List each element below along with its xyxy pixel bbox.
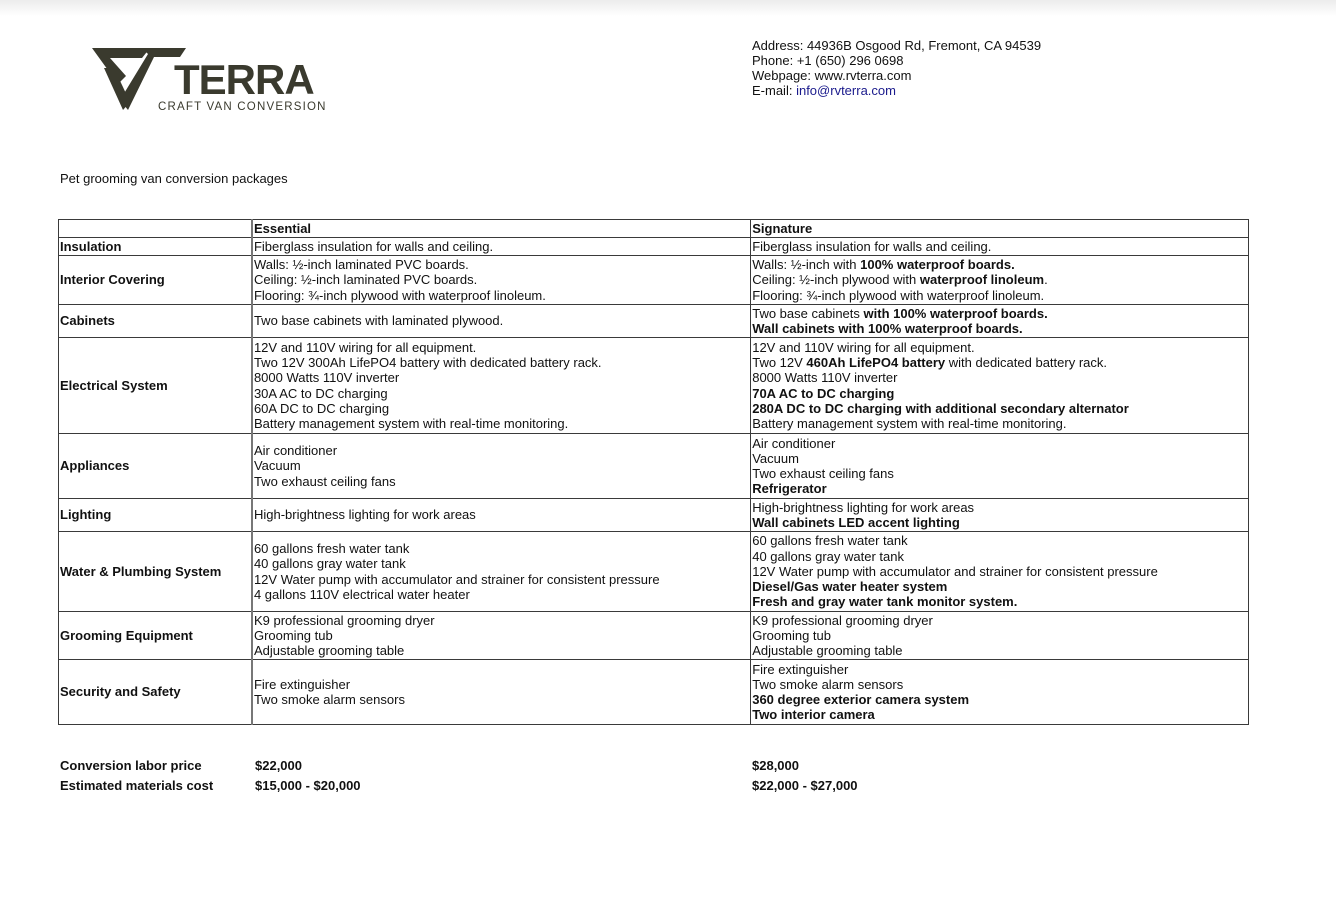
feature-line [254,386,749,401]
table-row [59,660,1249,725]
phone-line: Phone: +1 (650) 296 0698 [752,53,904,68]
top-shadow [0,0,1336,16]
feature-text: Ceiling: ½-inch plywood with [752,272,920,288]
feature-text: Two 12V [752,355,807,371]
feature-line [254,556,749,571]
feature-text: Flooring: ¾-inch plywood with waterproof linoleum. [253,287,546,303]
essential-cell [252,612,751,660]
svg-text:CRAFT VAN CONVERSION: CRAFT VAN CONVERSION [158,101,327,113]
feature-text: 12V Water pump with accumulator and strainer for consistent pressure [253,571,660,587]
essential-cell [252,499,751,532]
feature-line [752,515,1247,530]
feature-line [752,662,1247,677]
feature-line [752,340,1247,355]
feature-text-highlight: Wall cabinets with 100% waterproof boards. [752,321,1023,336]
feature-text: Fire extinguisher [253,676,351,692]
feature-line [254,677,749,692]
svg-text:TERRA: TERRA [174,56,314,103]
feature-line [254,288,749,303]
feature-line [254,416,749,431]
feature-text: Fiberglass insulation for walls and ceiling. [752,238,992,254]
feature-text: Adjustable grooming table [253,643,405,659]
phone-value: +1 (650) 296 0698 [796,53,904,68]
feature-line [752,677,1247,692]
essential-price: $22,000 [255,758,302,773]
address-value: 44936B Osgood Rd, Fremont, CA 94539 [806,38,1042,53]
feature-text: Two exhaust ceiling fans [752,466,894,481]
table-row [59,338,1249,434]
feature-text: 8000 Watts 110V inverter [752,370,898,386]
feature-text: 12V and 110V wiring for all equipment. [253,339,477,355]
feature-line [752,321,1247,336]
table-row [59,532,1249,612]
signature-cell [751,256,1249,305]
feature-line [752,416,1247,431]
feature-line [752,481,1247,496]
company-logo [90,44,340,116]
feature-text: Vacuum [253,458,301,474]
signature-cell [751,305,1249,338]
feature-text: 12V and 110V wiring for all equipment. [752,339,975,355]
table-row [59,256,1249,305]
feature-line [752,466,1247,481]
feature-line [254,458,749,473]
essential-cell [252,434,751,499]
pricing-row-labor [60,756,960,776]
feature-line [254,628,749,643]
feature-text-highlight: Refrigerator [752,481,827,497]
signature-cell [751,499,1249,532]
feature-text: Two 12V 300Ah LifePO4 battery with dedicated battery rack. [253,355,602,371]
feature-line [254,443,749,458]
essential-price: $15,000 - $20,000 [255,778,361,793]
feature-text-highlight: Diesel/Gas water heater system [752,579,948,595]
feature-line [254,257,749,272]
feature-text: High-brightness lighting for work areas [752,499,975,515]
webpage-value: www.rvterra.com [814,68,912,83]
feature-line [254,370,749,385]
feature-line [752,579,1247,594]
feature-text: . [1044,272,1048,288]
feature-text: Two smoke alarm sensors [253,692,405,707]
feature-text: Grooming tub [253,627,333,643]
row-label: Security and Safety [59,660,252,725]
feature-line [752,628,1247,643]
row-label: Grooming Equipment [59,612,252,660]
pricing-label: Conversion labor price [60,758,202,773]
feature-line [752,643,1247,658]
feature-line [254,401,749,416]
signature-cell [751,612,1249,660]
feature-line [752,370,1247,385]
feature-text: K9 professional grooming dryer [752,612,933,628]
feature-line [752,594,1247,609]
feature-text: Vacuum [752,450,799,466]
feature-text: Walls: ½-inch with [752,257,861,273]
rvterra-logo-icon [90,44,340,116]
essential-cell [252,338,751,434]
feature-text: Adjustable grooming table [752,643,903,659]
feature-text: Air conditioner [752,435,836,451]
row-label: Insulation [59,238,252,256]
feature-text: 4 gallons 110V electrical water heater [253,586,470,602]
row-label: Appliances [59,434,252,499]
table-row [59,305,1249,338]
essential-cell [252,256,751,305]
signature-cell [751,660,1249,725]
feature-text: Air conditioner [253,443,338,459]
contact-info [752,38,1041,98]
feature-text-highlight: 460Ah LifePO4 battery [806,355,946,371]
signature-cell [751,238,1249,256]
feature-text: Battery management system with real-time monitoring. [752,415,1067,431]
feature-text: K9 professional grooming dryer [253,612,435,628]
feature-text-highlight: Fresh and gray water tank monitor system. [752,594,1018,610]
essential-cell [252,532,751,612]
table-row [59,434,1249,499]
feature-text: 60A DC to DC charging [253,400,390,416]
feature-text-highlight: 280A DC to DC charging with additional secondary alternator [752,400,1129,416]
signature-cell [751,338,1249,434]
feature-text-highlight: waterproof linoleum [919,272,1045,288]
feature-text: Two base cabinets with laminated plywood. [253,313,504,329]
feature-text-highlight: 70A AC to DC charging [752,385,895,401]
feature-text: with dedicated battery rack. [945,355,1107,371]
essential-cell [252,238,751,256]
feature-text: Two exhaust ceiling fans [253,473,396,489]
feature-line [752,549,1247,564]
feature-text: 40 gallons gray water tank [752,548,904,564]
feature-text: Flooring: ¾-inch plywood with waterproof linoleum. [752,287,1045,303]
feature-line [752,692,1247,707]
feature-text-highlight: Wall cabinets LED accent lighting [752,515,960,530]
feature-text: 60 gallons fresh water tank [253,541,410,557]
feature-line [254,541,749,556]
feature-line [254,507,749,522]
feature-line [752,533,1247,548]
feature-line [752,564,1247,579]
row-label: Interior Covering [59,256,252,305]
signature-price: $22,000 - $27,000 [752,778,858,793]
essential-cell [252,660,751,725]
pricing-row-materials [60,776,960,796]
feature-text: Two smoke alarm sensors [752,676,904,692]
feature-text: 8000 Watts 110V inverter [253,370,400,386]
feature-line [254,692,749,707]
email-line: E-mail: info@rvterra.com [752,83,896,98]
header-empty [59,220,252,238]
feature-line [752,451,1247,466]
feature-text: High-brightness lighting for work areas [253,507,476,523]
feature-text-highlight: 100% waterproof boards. [860,257,1015,273]
feature-line [254,613,749,628]
feature-text: Two base cabinets [752,305,864,321]
row-label: Cabinets [59,305,252,338]
document-title: Pet grooming van conversion packages [60,171,288,186]
feature-line [752,355,1247,370]
table-row [59,612,1249,660]
feature-line [752,288,1247,303]
feature-text: Ceiling: ½-inch laminated PVC boards. [253,272,478,288]
table-header-row [59,220,1249,238]
feature-text: 60 gallons fresh water tank [752,533,908,549]
feature-line [254,355,749,370]
feature-line [254,587,749,602]
webpage-line: Webpage: www.rvterra.com [752,68,912,83]
essential-cell [252,305,751,338]
feature-text: 40 gallons gray water tank [253,556,406,572]
table-row [59,499,1249,532]
feature-line [254,572,749,587]
row-label: Lighting [59,499,252,532]
signature-price: $28,000 [752,758,799,773]
feature-line [752,257,1247,272]
feature-line [752,707,1247,722]
feature-line [254,643,749,658]
feature-text: Grooming tub [752,627,831,643]
feature-text: Fire extinguisher [752,661,849,677]
header-essential: Essential [252,220,751,238]
feature-line [752,306,1247,321]
packages-table [58,219,1249,725]
feature-line [752,239,1247,254]
row-label: Water & Plumbing System [59,532,252,612]
feature-line [752,436,1247,451]
pricing-summary [60,756,960,796]
address-line: Address: 44936B Osgood Rd, Fremont, CA 94539 [752,38,1042,53]
feature-text-highlight: 360 degree exterior camera system [752,692,970,707]
feature-text: Battery management system with real-time monitoring. [253,415,569,431]
feature-line [254,474,749,489]
feature-line [752,613,1247,628]
feature-text: 30A AC to DC charging [253,385,388,401]
pricing-label: Estimated materials cost [60,778,214,793]
feature-line [254,340,749,355]
feature-text-highlight: with 100% waterproof boards. [863,305,1048,321]
feature-text: 12V Water pump with accumulator and strainer for consistent pressure [752,563,1158,579]
email-link[interactable]: info@rvterra.com [796,83,896,98]
row-label: Electrical System [59,338,252,434]
signature-cell [751,532,1249,612]
feature-line [752,401,1247,416]
feature-line [254,272,749,287]
feature-line [752,500,1247,515]
header-signature: Signature [751,220,1249,238]
feature-line [254,313,749,328]
feature-line [752,272,1247,287]
feature-text-highlight: Two interior camera [752,707,875,723]
feature-line [254,239,749,254]
feature-text: Fiberglass insulation for walls and ceiling. [253,238,494,254]
feature-line [752,386,1247,401]
signature-cell [751,434,1249,499]
table-row [59,238,1249,256]
feature-text: Walls: ½-inch laminated PVC boards. [253,257,469,273]
